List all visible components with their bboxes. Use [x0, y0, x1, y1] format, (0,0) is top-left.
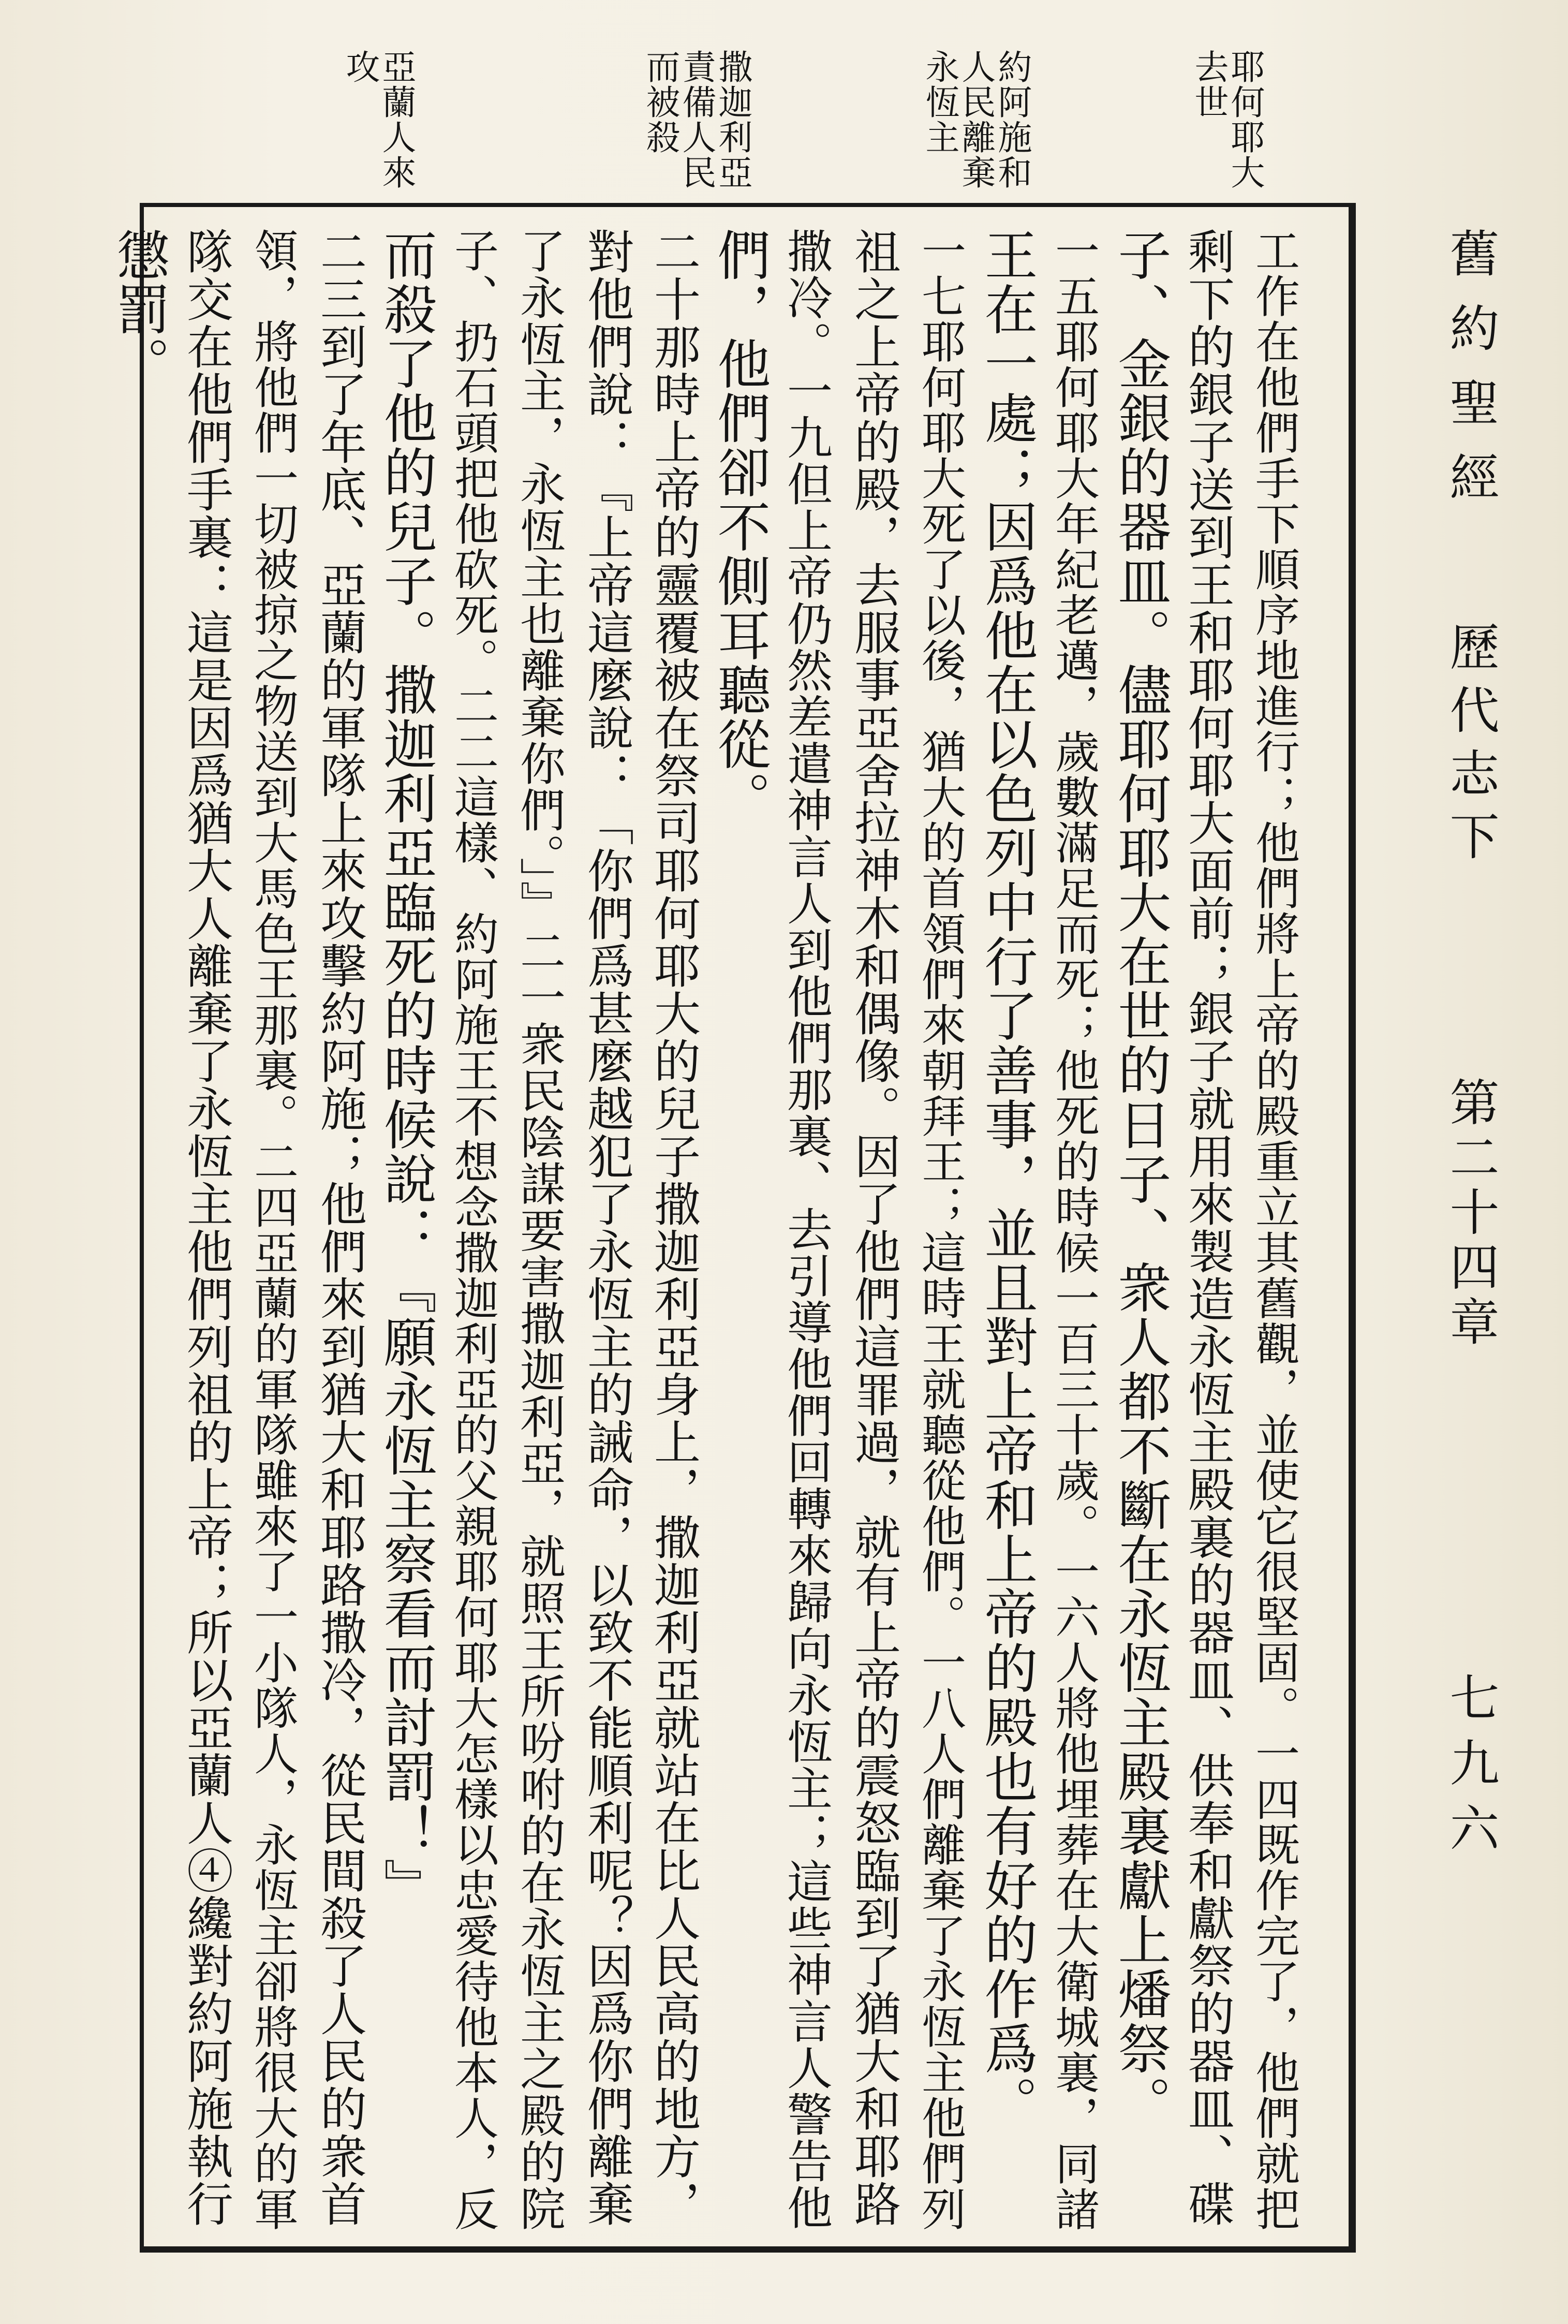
- gloss-3: [642, 49, 750, 190]
- text-column: 撒冷。一九但上帝仍然差遣神言人到他們那裏、去引導他們回轉來歸向永恆主；這些神言人警告他: [780, 228, 833, 2231]
- text-column: 一五耶何耶大年紀老邁，歲數滿足而死；他死的時候一百三十歲。一六人將他埋葬在大衛城裏，同諸: [1047, 228, 1099, 2232]
- chapter-label: 第二十四章: [1442, 1077, 1500, 1351]
- page-number: 七九六: [1442, 1672, 1500, 1867]
- text-column: 對他們說：『上帝這麼說：「你們爲甚麼越犯了永恆主的誡命，以致不能順利呢？因爲你們離棄: [579, 228, 633, 2228]
- text-column: 王在一處；因爲他在以色列中行了善事，並且對上帝和上帝的殿也有好的作爲。: [975, 228, 1038, 2130]
- text-column: 剩下的銀子送到王和耶何耶大面前；銀子就用來製造永恆主殿裏的器皿、供奉和獻祭的器皿、碟: [1180, 228, 1234, 2228]
- gloss-line: 去世: [1189, 49, 1229, 120]
- text-column: 子、扔石頭把他砍死。二二這樣、約阿施王不想念撒迦利亞的父親耶何耶大怎樣以忠愛待他本人，反: [447, 228, 498, 2232]
- gloss-1: [1190, 49, 1263, 190]
- text-column: 領，將他們一切被掠之物送到大馬色王那裏。二四亞蘭的軍隊雖來了一小隊人，永恆主卻將很大的軍: [246, 228, 298, 2232]
- gloss-line: 而被殺: [640, 49, 680, 155]
- gloss-4: [342, 49, 414, 190]
- text-column: 們，他們卻不側耳聽從。: [708, 228, 771, 826]
- gloss-line: 永恆主: [920, 49, 959, 155]
- book-name: 歷代志下: [1442, 621, 1500, 874]
- text-column: 祖之上帝的殿，去服事亞舍拉神木和偶像。因了他們這罪過，就有上帝的震怒臨到了猶大和耶路: [846, 228, 900, 2228]
- gloss-line: 責備人民: [676, 49, 716, 190]
- gloss-line: 亞蘭人來: [376, 49, 416, 190]
- text-column: 二十那時上帝的靈覆被在祭司耶何耶大的兒子撒迦利亞身上，撒迦利亞就站在比人民高的地方，: [646, 228, 700, 2228]
- text-column: 了永恆主，永恆主也離棄你們。」』二一衆民陰謀要害撒迦利亞，就照王所吩咐的在永恆主之殿的院: [513, 228, 566, 2232]
- text-column: 隊交在他們手裏：這是因爲猶大人離棄了永恆主他們列祖的上帝；所以亞蘭人④纔對約阿施執行: [179, 228, 233, 2228]
- gloss-2: [921, 49, 1030, 190]
- text-column: 子、金銀的器皿。儘耶何耶大在世的日子、衆人都不斷在永恆主殿裏獻上燔祭。: [1109, 228, 1171, 2130]
- gloss-line: 人民離棄: [956, 49, 996, 190]
- text-column: 二三到了年底、亞蘭的軍隊上來攻擊約阿施；他們來到猶大和耶路撒冷，從民間殺了人民的衆首: [312, 228, 366, 2228]
- gloss-line: 撒迦利亞: [713, 49, 752, 190]
- gloss-line: 約阿施和: [992, 49, 1032, 190]
- text-column: 一七耶何耶大死了以後，猶大的首領們來朝拜王；這時王就聽從他們。一八人們離棄了永恆主他們列: [914, 228, 966, 2232]
- book-title: 舊約聖經: [1442, 228, 1500, 526]
- text-column: 而殺了他的兒子。撒迦利亞臨死的時候說：『願永恆主察看而討罰！』: [375, 228, 437, 1913]
- text-column: 懲罰。: [108, 228, 170, 391]
- gloss-line: 耶何耶大: [1225, 49, 1265, 190]
- gloss-line: 攻: [340, 49, 380, 84]
- text-column: 工作在他們手下順序地進行；他們將上帝的殿重立其舊觀，並使它很堅固。一四既作完了，他們就把: [1248, 228, 1299, 2232]
